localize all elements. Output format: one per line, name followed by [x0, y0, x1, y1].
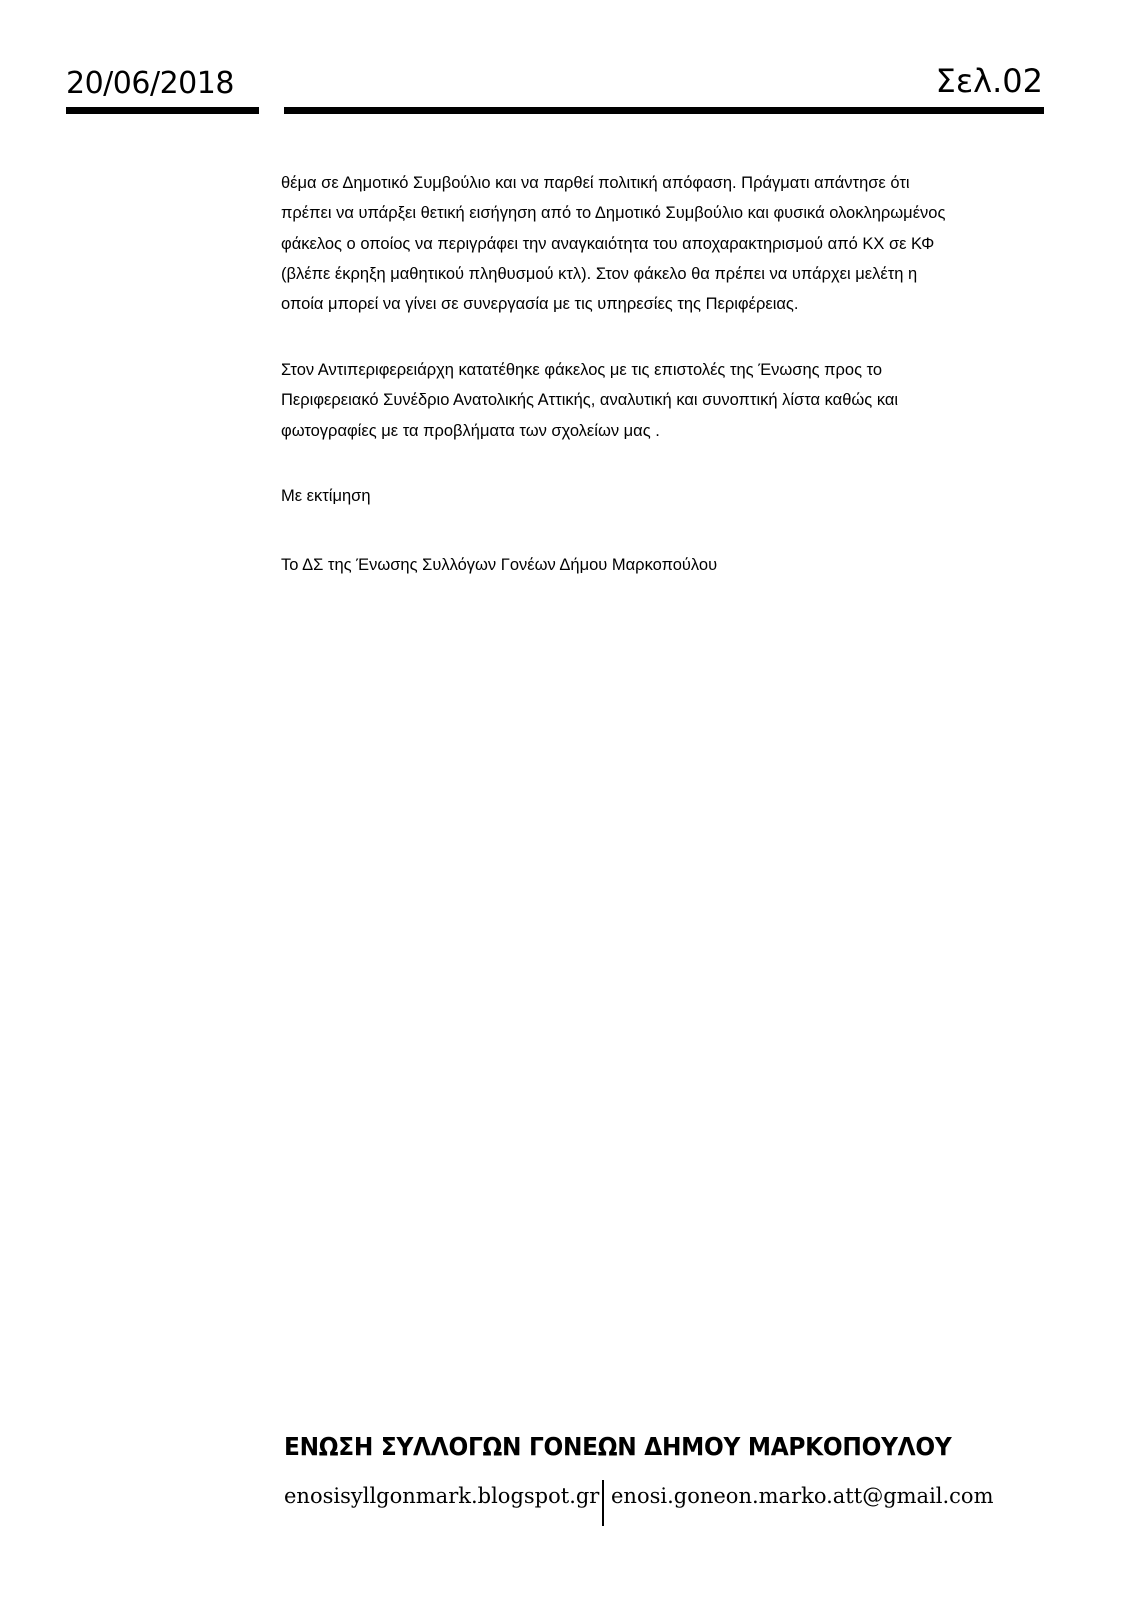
paragraph-1-line: θέμα σε Δημοτικό Συμβούλιο και να παρθεί πολιτική απόφαση. Πράγματι απάντησε ότι [281, 174, 910, 192]
paragraph-1-line: οποία μπορεί να γίνει σε συνεργασία με τις υπηρεσίες της Περιφέρειας. [281, 295, 799, 313]
paragraph-2-line: Περιφερειακό Συνέδριο Ανατολικής Αττικής, αναλυτική και συνοπτική λίστα καθώς και [281, 391, 899, 409]
closing: Με εκτίμηση [281, 487, 371, 505]
footer-separator [602, 1480, 604, 1526]
footer-blog-link[interactable]: enosisyllgonmark.blogspot.gr [284, 1484, 600, 1508]
paragraph-2-line: φωτογραφίες με τα προβλήματα των σχολείων μας . [281, 422, 660, 440]
paragraph-1-line: (βλέπε έκρηξη μαθητικού πληθυσμού κτλ). Στον φάκελο θα πρέπει να υπάρχει μελέτη η [281, 265, 918, 283]
paragraph-1-line: φάκελος ο οποίος να περιγράφει την αναγκαιότητα του αποχαρακτηρισμού από ΚΧ σε ΚΦ [281, 235, 935, 253]
page-number: Σελ.02 [935, 62, 1043, 100]
footer-organization: ΕΝΩΣΗ ΣΥΛΛΟΓΩΝ ΓΟΝΕΩΝ ΔΗΜΟΥ ΜΑΡΚΟΠΟΥΛΟΥ [284, 1432, 952, 1461]
signature: Το ΔΣ της Ένωσης Συλλόγων Γονέων Δήμου Μαρκοπούλου [281, 556, 718, 574]
header-date: 20/06/2018 [66, 66, 234, 101]
paragraph-1-line: πρέπει να υπάρξει θετική εισήγηση από το Δημοτικό Συμβούλιο και φυσικά ολοκληρωμένος [281, 204, 946, 222]
header-rule-left [66, 107, 259, 114]
header-rule-right [284, 107, 1044, 114]
paragraph-2-line: Στον Αντιπεριφερειάρχη κατατέθηκε φάκελος με τις επιστολές της Ένωσης προς το [281, 361, 883, 379]
footer-email-link[interactable]: enosi.goneon.marko.att@gmail.com [611, 1484, 994, 1508]
